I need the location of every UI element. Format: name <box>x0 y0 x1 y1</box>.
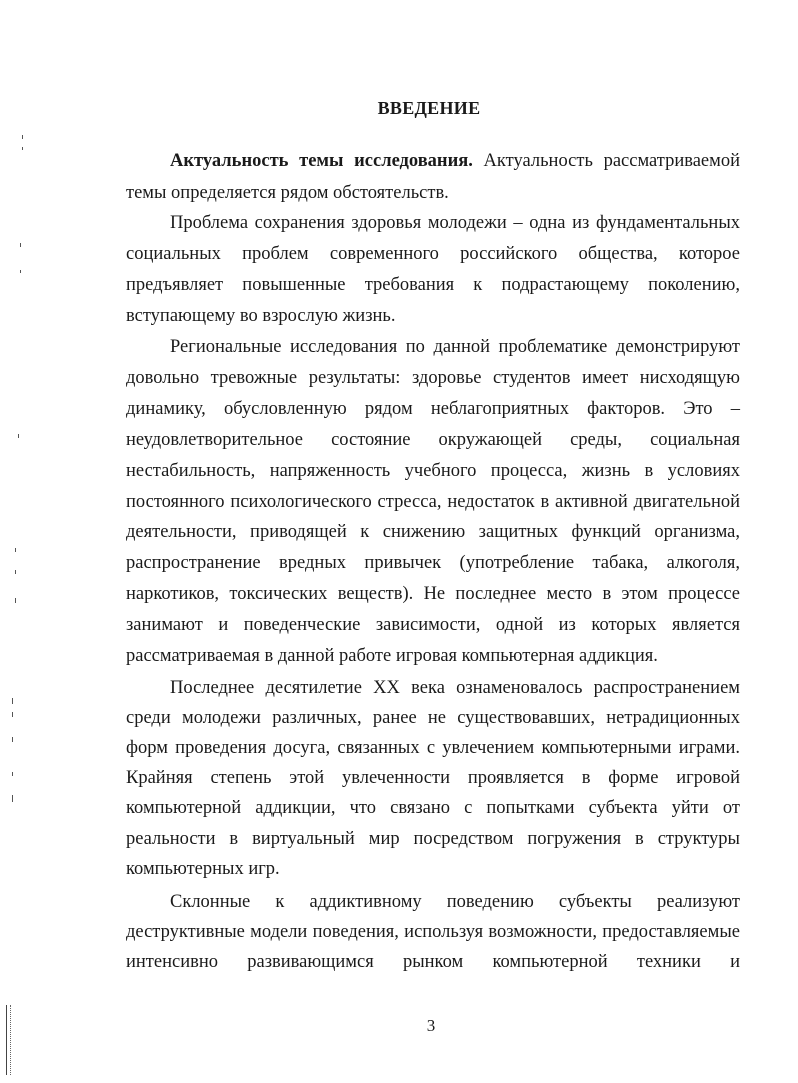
text-line: компьютерных игр. <box>126 859 280 879</box>
text-line: социальных проблем современного российского общества, которое <box>126 244 740 264</box>
margin-speck <box>15 548 16 552</box>
margin-speck <box>12 737 13 742</box>
text-line: деструктивные модели поведения, используя возможности, предоставляемые <box>126 922 740 942</box>
margin-speck <box>12 772 13 776</box>
text-line: динамику, обусловленную рядом неблагоприятных факторов. Это – <box>126 399 740 419</box>
margin-speck <box>22 135 23 139</box>
section-heading: ВВЕДЕНИЕ <box>377 98 481 118</box>
text-line: Крайняя степень этой увлеченности проявляется в форме игровой <box>126 768 740 788</box>
text-line: Проблема сохранения здоровья молодежи – одна из фундаментальных <box>170 213 740 233</box>
text-line: форм проведения досуга, связанных с увлечением компьютерными играми. <box>126 738 740 758</box>
margin-speck <box>15 598 16 603</box>
text-line: темы определяется рядом обстоятельств. <box>126 183 449 203</box>
text-line: деятельности, приводящей к снижению защитных функций организма, <box>126 522 740 542</box>
text-line: реальности в виртуальный мир посредством погружения в структуры <box>126 829 740 849</box>
margin-speck <box>12 698 13 704</box>
text-line: постоянного психологического стресса, недостаток в активной двигательной <box>126 492 740 512</box>
text-line: предъявляет повышенные требования к подрастающему поколению, <box>126 275 740 295</box>
margin-speck <box>12 795 13 802</box>
text-line: интенсивно развивающимся рынком компьютерной техники и <box>126 952 740 972</box>
text-line: Последнее десятилетие XX века ознаменовалось распространением <box>170 678 740 698</box>
margin-speck <box>15 570 16 574</box>
text-line: занимают и поведенческие зависимости, одной из которых является <box>126 615 740 635</box>
text-line: неудовлетворительное состояние окружающей среды, социальная <box>126 430 740 450</box>
text-line: Склонные к аддиктивному поведению субъекты реализуют <box>170 892 740 912</box>
text-line: среди молодежи различных, ранее не существовавших, нетрадиционных <box>126 708 740 728</box>
margin-speck <box>22 147 23 150</box>
margin-speck <box>20 270 21 273</box>
margin-speck <box>18 434 19 438</box>
bold-lead: Актуальность темы исследования. <box>170 151 473 171</box>
text-line: Актуальность темы исследования. Актуальность рассматриваемой <box>170 151 740 171</box>
text-line: рассматриваемая в данной работе игровая компьютерная аддикция. <box>126 646 658 666</box>
text-line: распространение вредных привычек (употребление табака, алкоголя, <box>126 553 740 573</box>
text-line: нестабильность, напряженность учебного процесса, жизнь в условиях <box>126 461 740 481</box>
text-line: Региональные исследования по данной проблематике демонстрируют <box>170 337 740 357</box>
margin-speck <box>20 243 21 247</box>
text-line: компьютерной аддикции, что связано с попытками субъекта уйти от <box>126 798 740 818</box>
text-line: наркотиков, токсических веществ). Не последнее место в этом процессе <box>126 584 740 604</box>
text-line: вступающему во взрослую жизнь. <box>126 306 396 326</box>
text-line: довольно тревожные результаты: здоровье студентов имеет нисходящую <box>126 368 740 388</box>
page-number: 3 <box>426 1016 436 1035</box>
margin-speck <box>12 712 13 717</box>
